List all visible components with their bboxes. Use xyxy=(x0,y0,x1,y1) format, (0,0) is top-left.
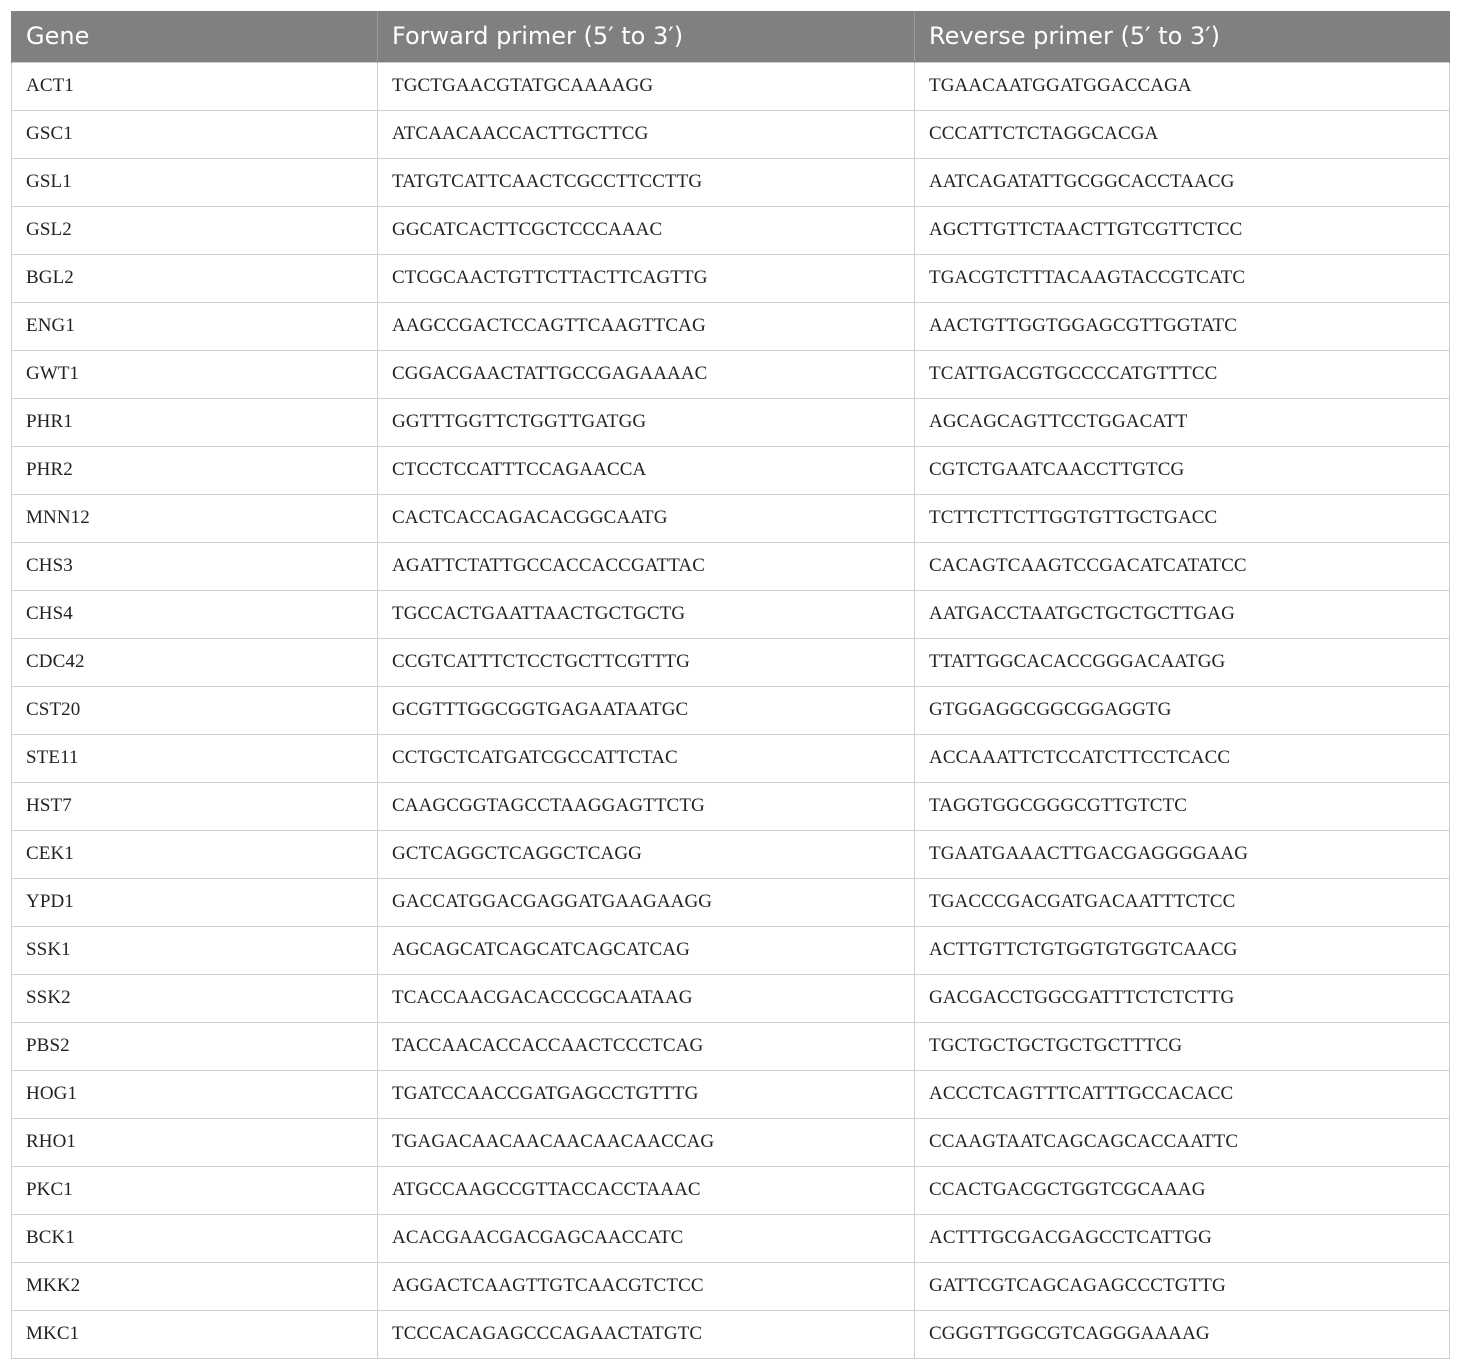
cell-gene: GSL1 xyxy=(12,158,378,206)
cell-forward-primer: CAAGCGGTAGCCTAAGGAGTTCTG xyxy=(378,782,915,830)
cell-reverse-primer: TGACGTCTTTACAAGTACCGTCATC xyxy=(915,254,1450,302)
table-row xyxy=(12,494,1450,542)
cell-forward-primer: CTCCTCCATTTCCAGAACCA xyxy=(378,446,915,494)
cell-forward-primer: CTCGCAACTGTTCTTACTTCAGTTG xyxy=(378,254,915,302)
cell-reverse-primer: AATCAGATATTGCGGCACCTAACG xyxy=(915,158,1450,206)
cell-forward-primer: GGTTTGGTTCTGGTTGATGG xyxy=(378,398,915,446)
cell-forward-primer: CACTCACCAGACACGGCAATG xyxy=(378,494,915,542)
table-row xyxy=(12,446,1450,494)
table-header xyxy=(12,11,1450,62)
table-row xyxy=(12,590,1450,638)
cell-reverse-primer: ACCCTCAGTTTCATTTGCCACACC xyxy=(915,1070,1450,1118)
cell-reverse-primer: CCAAGTAATCAGCAGCACCAATTC xyxy=(915,1118,1450,1166)
cell-gene: PHR2 xyxy=(12,446,378,494)
cell-reverse-primer: ACTTGTTCTGTGGTGTGGTCAACG xyxy=(915,926,1450,974)
cell-forward-primer: GGCATCACTTCGCTCCCAAAC xyxy=(378,206,915,254)
table-row xyxy=(12,830,1450,878)
cell-reverse-primer: GTGGAGGCGGCGGAGGTG xyxy=(915,686,1450,734)
cell-forward-primer: CCTGCTCATGATCGCCATTCTAC xyxy=(378,734,915,782)
cell-reverse-primer: AGCTTGTTCTAACTTGTCGTTCTCC xyxy=(915,206,1450,254)
cell-reverse-primer: AATGACCTAATGCTGCTGCTTGAG xyxy=(915,590,1450,638)
cell-forward-primer: GCTCAGGCTCAGGCTCAGG xyxy=(378,830,915,878)
cell-gene: CHS3 xyxy=(12,542,378,590)
cell-forward-primer: AGATTCTATTGCCACCACCGATTAC xyxy=(378,542,915,590)
cell-forward-primer: TCACCAACGACACCCGCAATAAG xyxy=(378,974,915,1022)
cell-gene: HST7 xyxy=(12,782,378,830)
cell-forward-primer: GACCATGGACGAGGATGAAGAAGG xyxy=(378,878,915,926)
table-row xyxy=(12,1070,1450,1118)
table-body xyxy=(12,62,1450,1358)
table-row xyxy=(12,110,1450,158)
cell-gene: CST20 xyxy=(12,686,378,734)
table-row xyxy=(12,926,1450,974)
cell-gene: SSK1 xyxy=(12,926,378,974)
cell-gene: SSK2 xyxy=(12,974,378,1022)
cell-gene: MNN12 xyxy=(12,494,378,542)
table-row xyxy=(12,974,1450,1022)
cell-reverse-primer: TGACCCGACGATGACAATTTCTCC xyxy=(915,878,1450,926)
cell-gene: BCK1 xyxy=(12,1214,378,1262)
cell-reverse-primer: CCACTGACGCTGGTCGCAAAG xyxy=(915,1166,1450,1214)
cell-gene: BGL2 xyxy=(12,254,378,302)
cell-reverse-primer: CGTCTGAATCAACCTTGTCG xyxy=(915,446,1450,494)
cell-forward-primer: AGCAGCATCAGCATCAGCATCAG xyxy=(378,926,915,974)
cell-reverse-primer: ACTTTGCGACGAGCCTCATTGG xyxy=(915,1214,1450,1262)
table-row xyxy=(12,1310,1450,1358)
table-row xyxy=(12,734,1450,782)
cell-gene: GSC1 xyxy=(12,110,378,158)
cell-gene: GSL2 xyxy=(12,206,378,254)
cell-reverse-primer: GATTCGTCAGCAGAGCCCTGTTG xyxy=(915,1262,1450,1310)
cell-gene: MKC1 xyxy=(12,1310,378,1358)
table-row xyxy=(12,302,1450,350)
header-row xyxy=(12,11,1450,62)
table-row xyxy=(12,1166,1450,1214)
cell-gene: CDC42 xyxy=(12,638,378,686)
cell-forward-primer: TGATCCAACCGATGAGCCTGTTTG xyxy=(378,1070,915,1118)
table-row xyxy=(12,878,1450,926)
cell-reverse-primer: TCTTCTTCTTGGTGTTGCTGACC xyxy=(915,494,1450,542)
cell-gene: GWT1 xyxy=(12,350,378,398)
primer-table-container xyxy=(11,11,1449,1359)
cell-forward-primer: TCCCACAGAGCCCAGAACTATGTC xyxy=(378,1310,915,1358)
table-row xyxy=(12,782,1450,830)
cell-forward-primer: TGCTGAACGTATGCAAAAGG xyxy=(378,62,915,110)
cell-gene: PBS2 xyxy=(12,1022,378,1070)
cell-reverse-primer: TTATTGGCACACCGGGACAATGG xyxy=(915,638,1450,686)
table-row xyxy=(12,254,1450,302)
cell-forward-primer: AGGACTCAAGTTGTCAACGTCTCC xyxy=(378,1262,915,1310)
table-row xyxy=(12,686,1450,734)
cell-forward-primer: CCGTCATTTCTCCTGCTTCGTTTG xyxy=(378,638,915,686)
table-row xyxy=(12,158,1450,206)
cell-forward-primer: TGCCACTGAATTAACTGCTGCTG xyxy=(378,590,915,638)
primer-table xyxy=(11,11,1450,1359)
cell-forward-primer: AAGCCGACTCCAGTTCAAGTTCAG xyxy=(378,302,915,350)
table-row xyxy=(12,1118,1450,1166)
cell-reverse-primer: CCCATTCTCTAGGCACGA xyxy=(915,110,1450,158)
cell-forward-primer: ATGCCAAGCCGTTACCACCTAAAC xyxy=(378,1166,915,1214)
cell-forward-primer: CGGACGAACTATTGCCGAGAAAAC xyxy=(378,350,915,398)
cell-reverse-primer: TCATTGACGTGCCCCATGTTTCC xyxy=(915,350,1450,398)
cell-reverse-primer: TAGGTGGCGGGCGTTGTCTC xyxy=(915,782,1450,830)
cell-gene: PKC1 xyxy=(12,1166,378,1214)
table-row xyxy=(12,1022,1450,1070)
cell-forward-primer: ATCAACAACCACTTGCTTCG xyxy=(378,110,915,158)
cell-forward-primer: TGAGACAACAACAACAACAACCAG xyxy=(378,1118,915,1166)
table-row xyxy=(12,1262,1450,1310)
cell-reverse-primer: TGAACAATGGATGGACCAGA xyxy=(915,62,1450,110)
cell-forward-primer: TACCAACACCACCAACTCCCTCAG xyxy=(378,1022,915,1070)
cell-gene: RHO1 xyxy=(12,1118,378,1166)
cell-reverse-primer: TGCTGCTGCTGCTGCTTTCG xyxy=(915,1022,1450,1070)
cell-gene: PHR1 xyxy=(12,398,378,446)
cell-forward-primer: GCGTTTGGCGGTGAGAATAATGC xyxy=(378,686,915,734)
cell-reverse-primer: ACCAAATTCTCCATCTTCCTCACC xyxy=(915,734,1450,782)
cell-reverse-primer: TGAATGAAACTTGACGAGGGGAAG xyxy=(915,830,1450,878)
table-row xyxy=(12,1214,1450,1262)
cell-reverse-primer: CGGGTTGGCGTCAGGGAAAAG xyxy=(915,1310,1450,1358)
cell-reverse-primer: CACAGTCAAGTCCGACATCATATCC xyxy=(915,542,1450,590)
cell-gene: ENG1 xyxy=(12,302,378,350)
cell-reverse-primer: AACTGTTGGTGGAGCGTTGGTATC xyxy=(915,302,1450,350)
table-row xyxy=(12,398,1450,446)
header-reverse-primer: Reverse primer (5′ to 3′) xyxy=(915,11,1450,62)
cell-gene: STE11 xyxy=(12,734,378,782)
cell-gene: ACT1 xyxy=(12,62,378,110)
table-row xyxy=(12,542,1450,590)
cell-forward-primer: ACACGAACGACGAGCAACCATC xyxy=(378,1214,915,1262)
cell-gene: MKK2 xyxy=(12,1262,378,1310)
cell-gene: YPD1 xyxy=(12,878,378,926)
table-row xyxy=(12,62,1450,110)
cell-gene: HOG1 xyxy=(12,1070,378,1118)
table-row xyxy=(12,638,1450,686)
table-row xyxy=(12,206,1450,254)
header-forward-primer: Forward primer (5′ to 3′) xyxy=(378,11,915,62)
cell-gene: CEK1 xyxy=(12,830,378,878)
table-row xyxy=(12,350,1450,398)
header-gene: Gene xyxy=(12,11,378,62)
cell-forward-primer: TATGTCATTCAACTCGCCTTCCTTG xyxy=(378,158,915,206)
cell-gene: CHS4 xyxy=(12,590,378,638)
cell-reverse-primer: GACGACCTGGCGATTTCTCTCTTG xyxy=(915,974,1450,1022)
cell-reverse-primer: AGCAGCAGTTCCTGGACATT xyxy=(915,398,1450,446)
